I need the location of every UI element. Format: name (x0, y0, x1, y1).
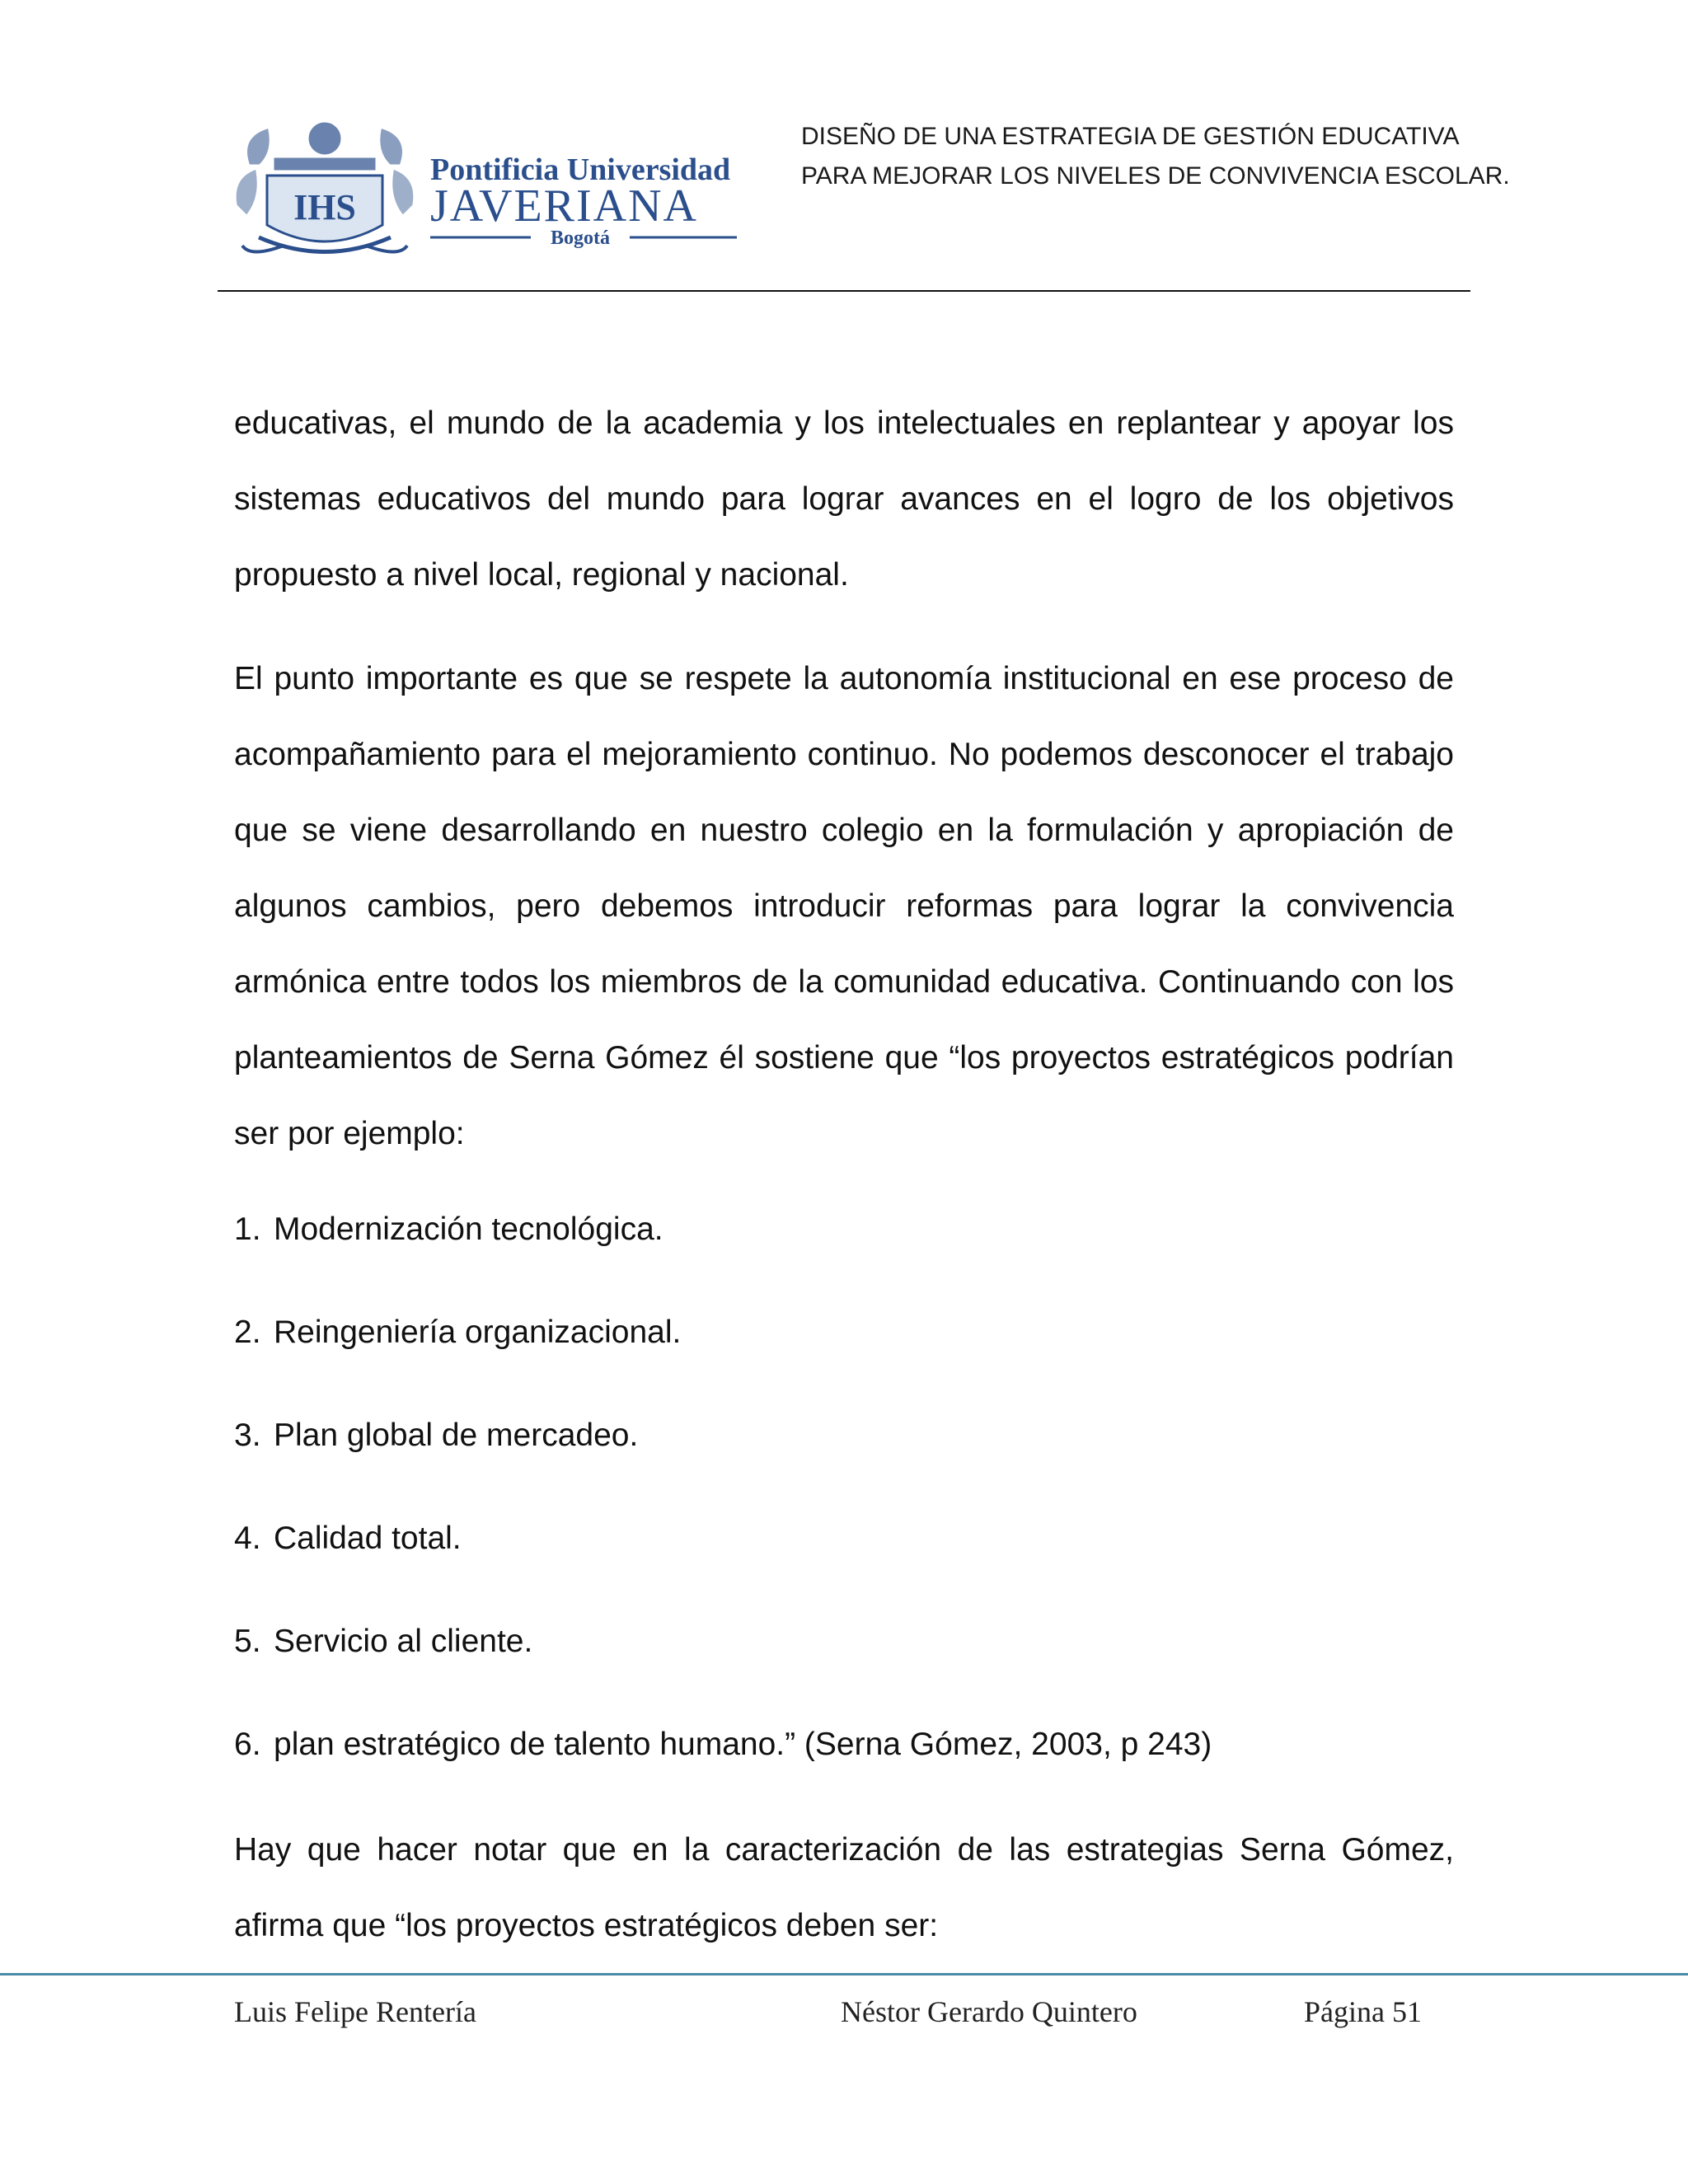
list-item (234, 1398, 1454, 1501)
list-item-text: Servicio al cliente. (274, 1624, 533, 1659)
list-item-text: Reingeniería organizacional. (274, 1315, 682, 1350)
body-text (234, 386, 1454, 1200)
list-item-number: 6. (234, 1727, 261, 1762)
paragraph-1: educativas, el mundo de la academia y los intelectuales en replantear y apoyar los sistemas educativos del mundo para lograr avances en el logro de los objetivos propuesto a nivel local, regional y nacional. (234, 405, 1454, 593)
list-item-text: plan estratégico de talento humano.” (Serna Gómez, 2003, p 243) (274, 1727, 1212, 1762)
list-item-text: Modernización tecnológica. (274, 1212, 663, 1247)
list-item (234, 1604, 1454, 1707)
svg-text:Pontificia Universidad: Pontificia Universidad (430, 152, 731, 187)
list-item (234, 1501, 1454, 1604)
svg-text:JAVERIANA: JAVERIANA (430, 180, 698, 232)
footer-author-2: Néstor Gerardo Quintero (841, 1995, 1137, 2028)
list-item (234, 1707, 1454, 1810)
strategic-projects-list (234, 1192, 1454, 1810)
list-item-number: 4. (234, 1521, 261, 1556)
list-item-text: Plan global de mercadeo. (274, 1418, 639, 1453)
list-item-number: 3. (234, 1418, 261, 1453)
svg-text:IHS: IHS (293, 187, 356, 227)
list-item-number: 2. (234, 1315, 261, 1350)
list-item-number: 5. (234, 1624, 261, 1659)
page-number: Página 51 (1304, 1995, 1422, 2028)
university-logo (234, 114, 745, 262)
list-item (234, 1192, 1454, 1295)
document-header-title (801, 117, 1510, 196)
list-item-text: Calidad total. (274, 1521, 462, 1556)
svg-text:Bogotá: Bogotá (551, 227, 610, 249)
header-divider (218, 290, 1470, 292)
header-title-line1: DISEÑO DE UNA ESTRATEGIA DE GESTIÓN EDUCATIVA (801, 123, 1460, 150)
list-item-number: 1. (234, 1212, 261, 1247)
paragraph-2: El punto importante es que se respete la autonomía institucional en ese proceso de acompañamiento para el mejoramiento continuo. No podemos desconocer el trabajo que se viene desarrollando en nuestro colegio en la formulación y apropiación de algunos cambios, pero debemos introducir reformas para lograr la convivencia armónica entre todos los miembros de la comunidad educativa. Continuando con los planteamientos de Serna Gómez él sostiene que “los proyectos estratégicos podrían ser por ejemplo: (234, 661, 1454, 1151)
header-title-line2: PARA MEJORAR LOS NIVELES DE CONVIVENCIA ESCOLAR. (801, 162, 1510, 190)
paragraph-3: Hay que hacer notar que en la caracterización de las estrategias Serna Gómez, afirma que “los proyectos estratégicos deben ser: (234, 1832, 1454, 1943)
list-item (234, 1295, 1454, 1398)
footer-divider (0, 1973, 1688, 1975)
closing-text (234, 1812, 1454, 1964)
footer-author-1: Luis Felipe Rentería (234, 1995, 476, 2028)
